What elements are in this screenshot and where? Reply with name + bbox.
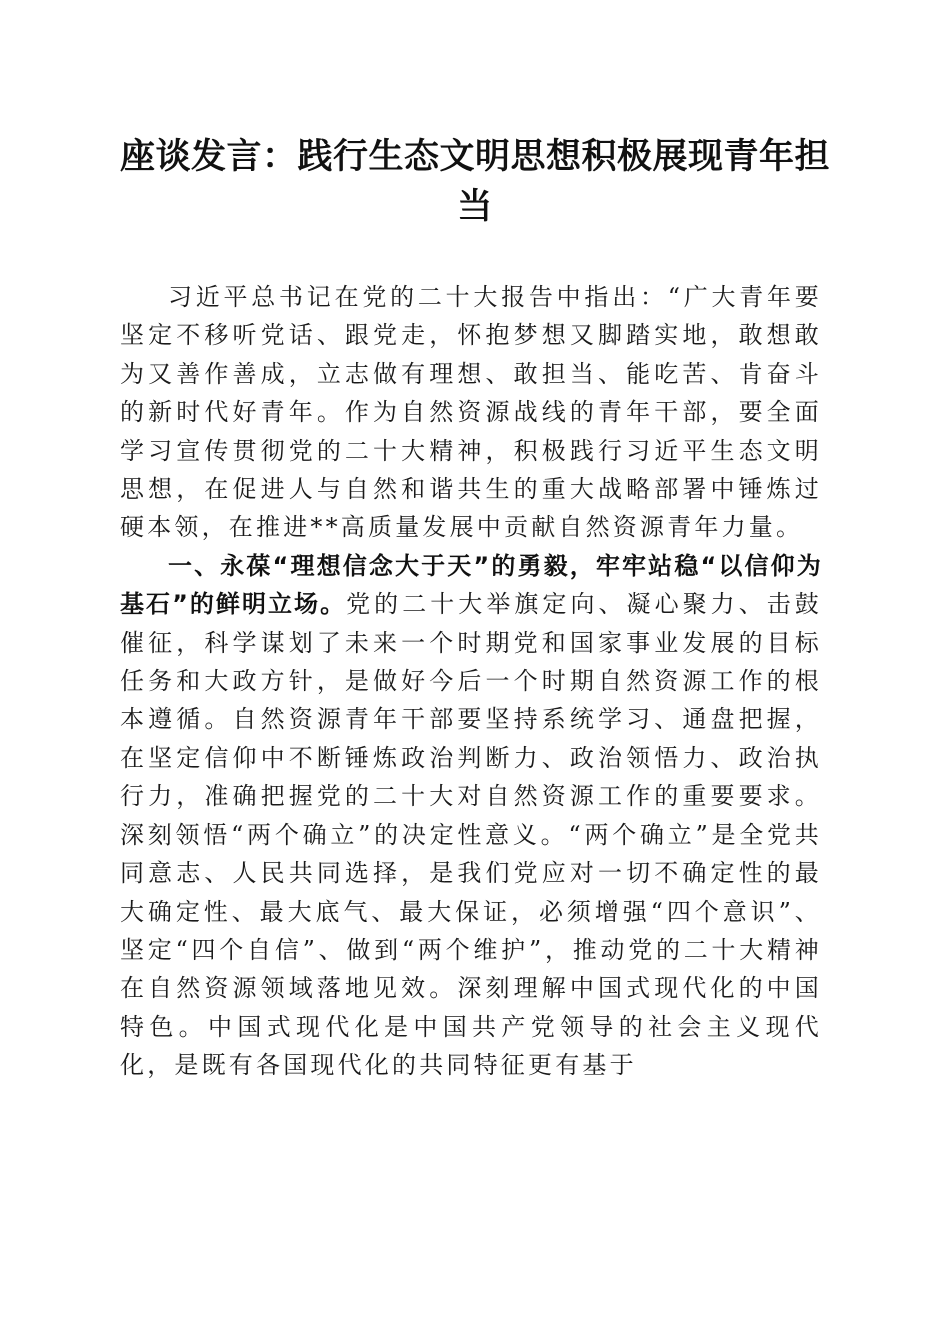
section-one-text: 党的二十大举旗定向、凝心聚力、击鼓催征，科学谋划了未来一个时期党和国家事业发展的目标任务和大政方针，是做好今后一个时期自然资源工作的根本遵循。自然资源青年干部要坚持系统学习、通盘把握，在坚定信仰中不断锤炼政治判断力、政治领悟力、政治执行力，准确把握党的二十大对自然资源工作的重要要求。深刻领悟“两个确立”的决定性意义。“两个确立”是全党共同意志、人民共同选择，是我们党应对一切不确定性的最大确定性、最大底气、最大保证，必须增强“四个意识”、坚定“四个自信”、做到“两个维护”，推动党的二十大精神在自然资源领域落地见效。深刻理解中国式现代化的中国特色。中国式现代化是中国共产党领导的社会主义现代化，是既有各国现代化的共同特征更有基于 [120,590,822,1080]
intro-paragraph-text: 习近平总书记在党的二十大报告中指出：“广大青年要坚定不移听党话、跟党走，怀抱梦想又脚踏实地，敢想敢为又善作善成，立志做有理想、敢担当、能吃苦、肯奋斗的新时代好青年。作为自然资源战线的青年干部，要全面学习宣传贯彻党的二十大精神，积极践行习近平生态文明思想，在促进人与自然和谐共生的重大战略部署中锤炼过硬本领，在推进**高质量发展中贡献自然资源青年力量。 [120,283,822,542]
document-title: 座谈发言：践行生态文明思想积极展现青年担当 [119,137,830,227]
section-one-paragraph [120,547,822,1085]
intro-paragraph [120,278,822,547]
section-one-heading: 一、永葆“理想信念大于天”的勇毅，牢牢站稳“以信仰为基石”的鲜明立场。 [120,551,822,619]
document-body [120,278,822,1085]
